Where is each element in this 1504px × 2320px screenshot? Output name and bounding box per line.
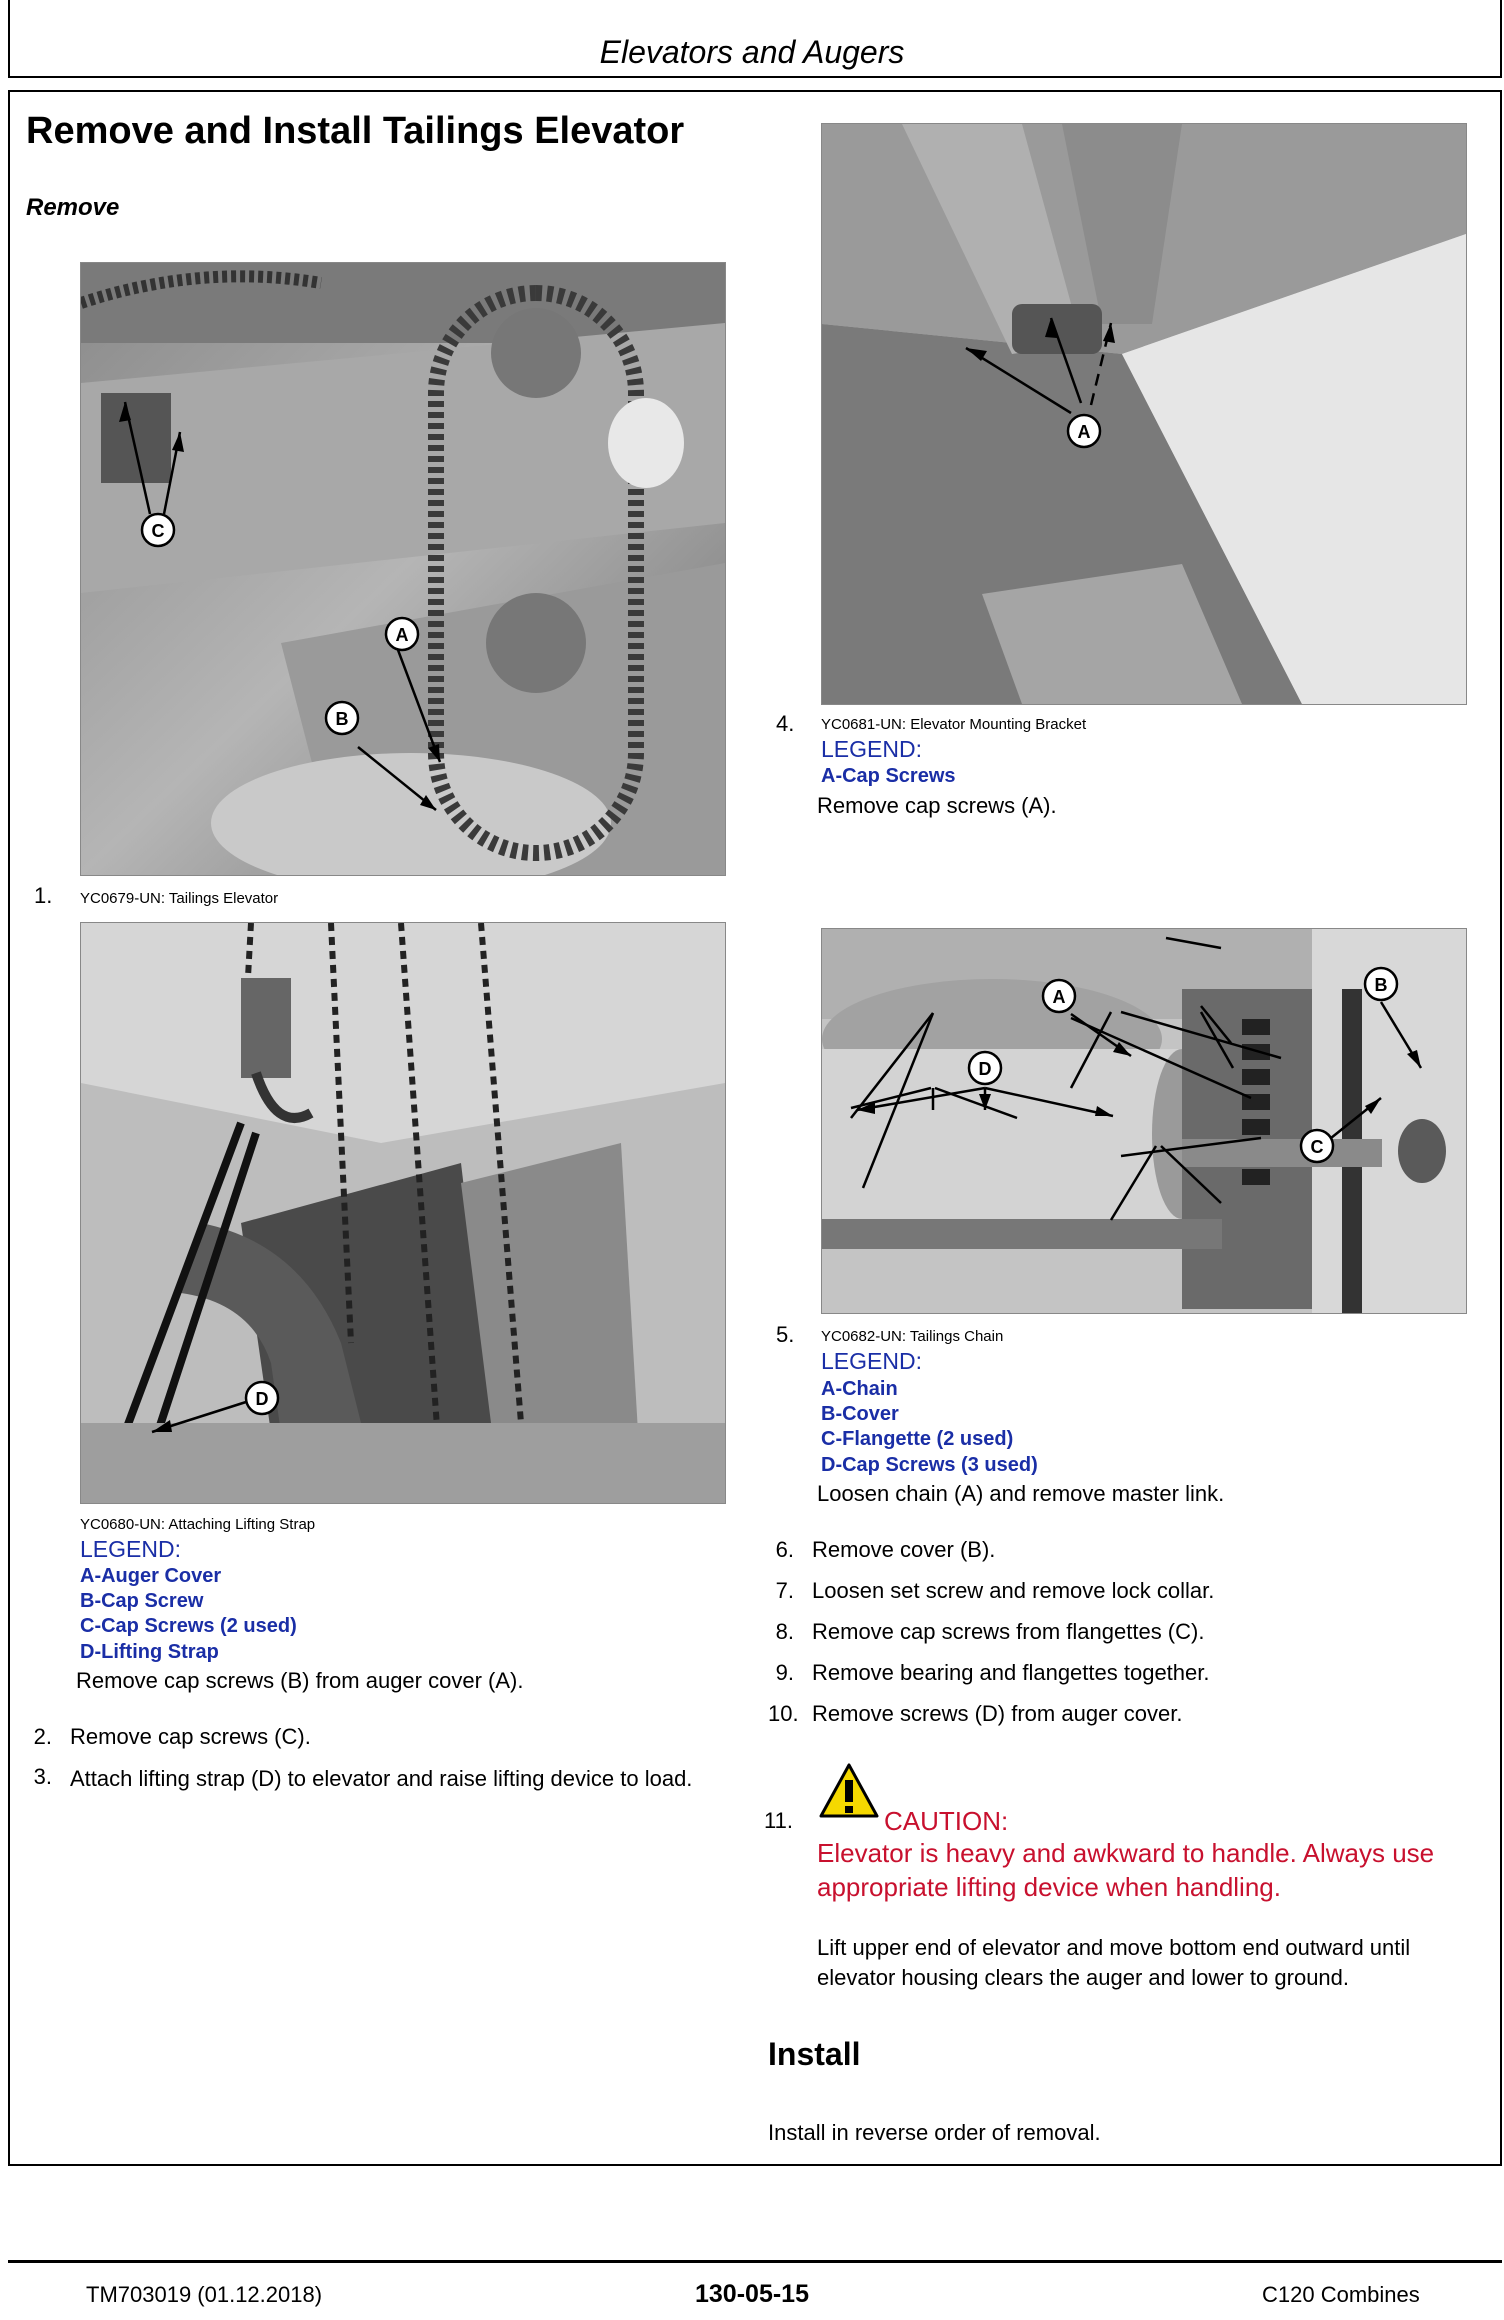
step-9: 9. Remove bearing and flangettes together. xyxy=(775,1660,1210,1685)
install-text: Install in reverse order of removal. xyxy=(768,2120,1101,2145)
callout-a: A xyxy=(395,625,409,645)
callout-d: D xyxy=(255,1389,269,1409)
fig5-legend-d: D-Cap Screws (3 used) xyxy=(821,1454,1038,1476)
fig2-legend-heading: LEGEND: xyxy=(80,1536,181,1562)
step-2: 2. Remove cap screws (C). xyxy=(33,1724,311,1749)
fig1-number: 1. xyxy=(34,883,53,908)
step-11-number: 11. xyxy=(764,1808,793,1833)
fig4-number: 4. xyxy=(776,711,795,736)
fig5-legend-a: A-Chain xyxy=(821,1378,898,1400)
fig2-legend-b: B-Cap Screw xyxy=(80,1590,204,1612)
fig2-instruction: Remove cap screws (B) from auger cover (A). xyxy=(76,1668,524,1693)
footer-page-number: 130-05-15 xyxy=(695,2280,809,2308)
fig5-number: 5. xyxy=(776,1322,795,1347)
callout-d-fig5: D xyxy=(978,1059,992,1079)
callout-c-fig5: C xyxy=(1310,1137,1324,1157)
footer-rule xyxy=(8,2260,1502,2263)
fig2-callouts xyxy=(80,922,724,1502)
chapter-title: Elevators and Augers xyxy=(599,34,905,70)
step-7: 7. Loosen set screw and remove lock collar. xyxy=(775,1578,1215,1603)
footer-doc-id: TM703019 (01.12.2018) xyxy=(86,2282,323,2307)
fig4-legend-a: A-Cap Screws xyxy=(821,765,956,787)
fig5-legend-c: C-Flangette (2 used) xyxy=(821,1428,1014,1450)
fig2-legend-c: C-Cap Screws (2 used) xyxy=(80,1615,297,1637)
footer-product: C120 Combines xyxy=(1262,2282,1420,2307)
callout-b-fig5: B xyxy=(1374,975,1388,995)
caution-text: Elevator is heavy and awkward to handle. Always use appropriate lifting device when handling. xyxy=(817,1838,1435,1902)
fig5-legend-heading: LEGEND: xyxy=(821,1348,922,1374)
fig4-instruction: Remove cap screws (A). xyxy=(817,793,1057,818)
fig1-callouts xyxy=(80,262,724,874)
remove-heading: Remove xyxy=(26,194,120,221)
step-3: 3. Attach lifting strap (D) to elevator and raise lifting device to load. xyxy=(33,1764,693,1791)
page-title: Remove and Install Tailings Elevator xyxy=(26,110,685,152)
caution-label: CAUTION: xyxy=(884,1806,1009,1836)
fig4-callouts xyxy=(821,123,1465,703)
fig4-caption: YC0681-UN: Elevator Mounting Bracket xyxy=(821,716,1087,733)
warning-icon xyxy=(818,1762,880,1820)
fig2-caption: YC0680-UN: Attaching Lifting Strap xyxy=(80,1516,316,1533)
fig5-callout-badges xyxy=(821,928,1465,1312)
callout-c: C xyxy=(151,521,165,541)
step-8: 8. Remove cap screws from flangettes (C). xyxy=(775,1619,1205,1644)
fig4-legend-heading: LEGEND: xyxy=(821,736,922,762)
fig5-caption: YC0682-UN: Tailings Chain xyxy=(821,1328,1004,1345)
callout-a-fig5: A xyxy=(1052,987,1066,1007)
fig2-legend-a: A-Auger Cover xyxy=(80,1565,222,1587)
callout-b: B xyxy=(335,709,349,729)
fig5-instruction: Loosen chain (A) and remove master link. xyxy=(817,1481,1225,1506)
install-heading: Install xyxy=(768,2036,861,2072)
fig2-legend-d: D-Lifting Strap xyxy=(80,1641,219,1663)
callout-a-fig4: A xyxy=(1077,422,1091,442)
step-6: 6. Remove cover (B). xyxy=(775,1537,996,1562)
step-10: 10. Remove screws (D) from auger cover. xyxy=(768,1701,1183,1726)
fig1-caption: YC0679-UN: Tailings Elevator xyxy=(80,890,279,907)
caution-followup: Lift upper end of elevator and move bottom end outward until elevator housing clears the auger and lower to ground. xyxy=(817,1935,1411,1990)
fig5-legend-b: B-Cover xyxy=(821,1403,899,1425)
